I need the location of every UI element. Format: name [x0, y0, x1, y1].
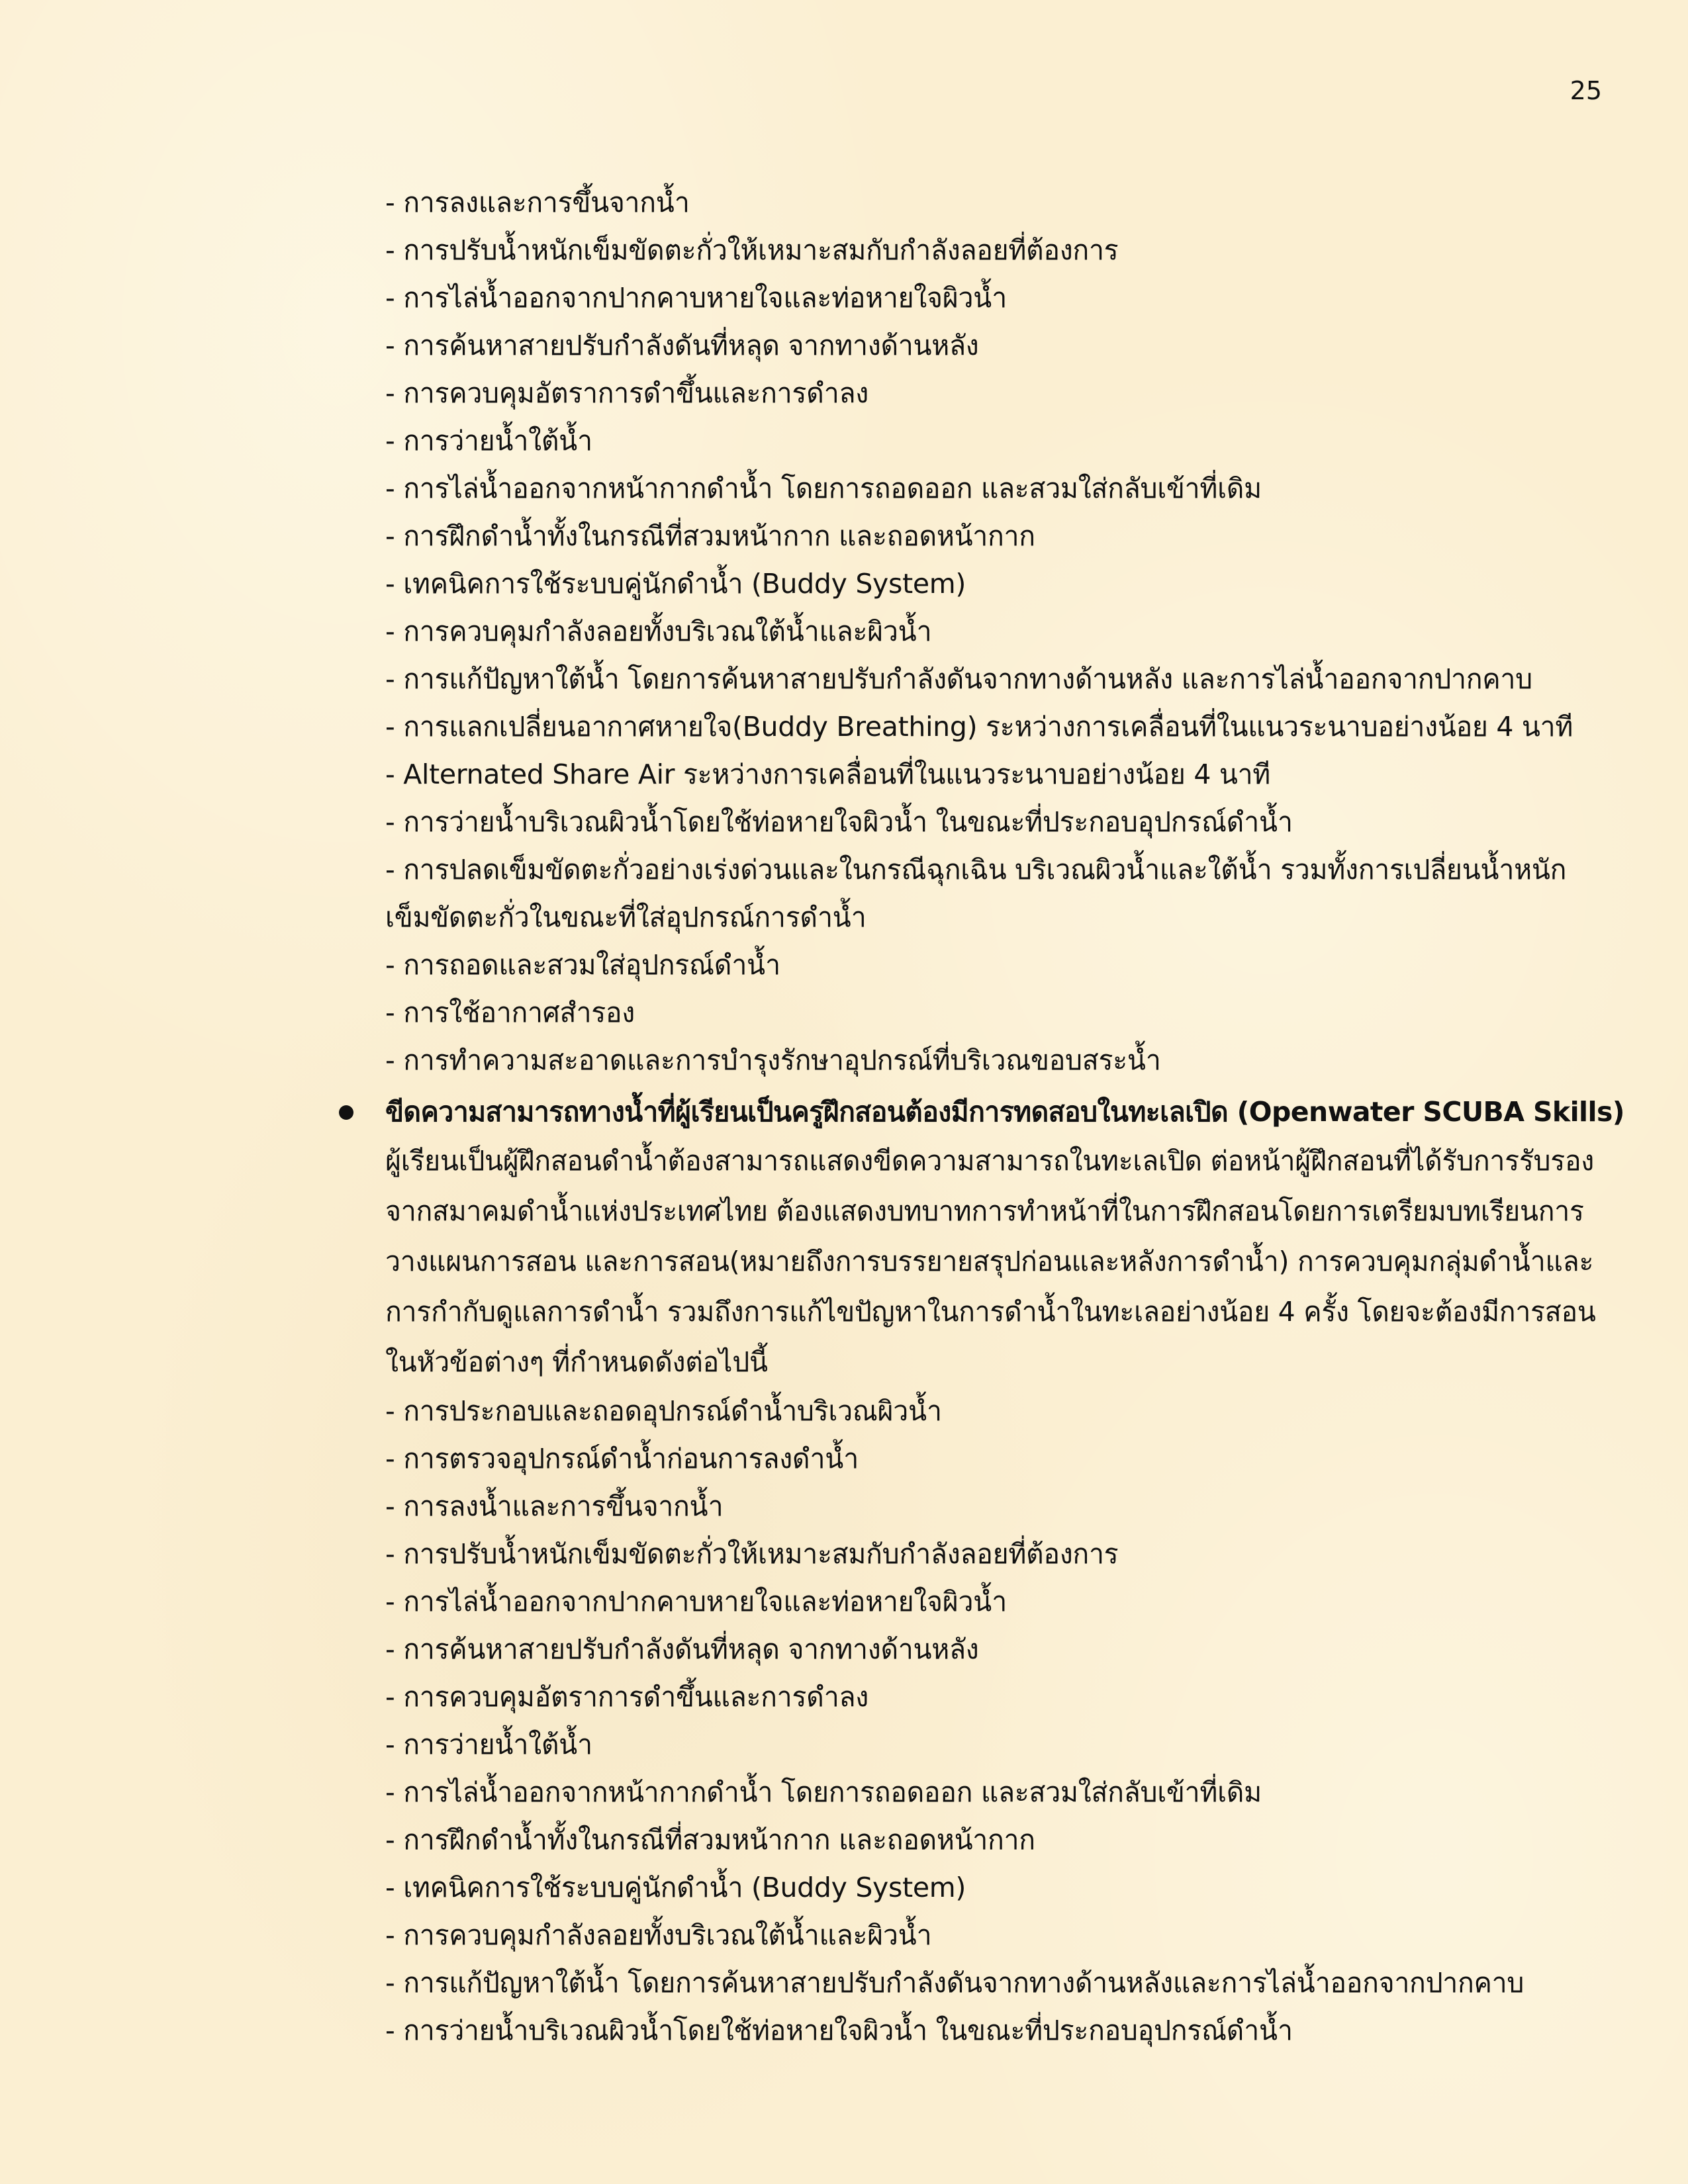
- list-item: - การควบคุมกำลังลอยทั้งบริเวณใต้น้ำและผิวน้ำ: [385, 1919, 932, 1951]
- page-content: [385, 179, 1624, 2054]
- list-item: - การปรับน้ำหนักเข็มขัดตะกั่วให้เหมาะสมกับกำลังลอยที่ต้องการ: [385, 234, 1119, 266]
- list-item: - การฝึกดำน้ำทั้งในกรณีที่สวมหน้ากาก และถอดหน้ากาก: [385, 1824, 1035, 1856]
- list-item: - การว่ายน้ำใต้น้ำ: [385, 1729, 592, 1760]
- list-item: - การควบคุมอัตราการดำขึ้นและการดำลง: [385, 377, 869, 409]
- list-item: - การลงน้ำและการขึ้นจากน้ำ: [385, 1490, 724, 1522]
- list-item: - Alternated Share Air ระหว่างการเคลื่อนที่ในแนวระนาบอย่างน้อย 4 นาที: [385, 758, 1271, 790]
- list-item: - การว่ายน้ำใต้น้ำ: [385, 425, 592, 457]
- list-item: - การควบคุมอัตราการดำขึ้นและการดำลง: [385, 1681, 869, 1713]
- list-item: - การควบคุมกำลังลอยทั้งบริเวณใต้น้ำและผิวน้ำ: [385, 615, 932, 647]
- skills-list-openwater: [385, 1387, 1610, 2054]
- list-item: - การทำความสะอาดและการบำรุงรักษาอุปกรณ์ที่บริเวณขอบสระน้ำ: [385, 1044, 1161, 1076]
- page-number: 25: [1570, 76, 1602, 105]
- section-paragraph: ผู้เรียนเป็นผู้ฝึกสอนดำน้ำต้องสามารถแสดงขีดความสามารถในทะเลเปิด ต่อหน้าผู้ฝึกสอนที่ได้รับการรับรองจากสมาคมดำน้ำแห่งประเทศไทย ต้องแสดงบทบาทการทำหน้าที่ในการฝึกสอนโดยการเตรียมบทเรียนการวางแผนการสอน และการสอน(หมายถึงการบรรยายสรุปก่อนและหลังการดำน้ำ) การควบคุมกลุ่มดำน้ำและการกำกับดูแลการดำน้ำ รวมถึงการแก้ไขปัญหาในการดำน้ำในทะเลอย่างน้อย 4 ครั้ง โดยจะต้องมีการสอนในหัวข้อต่างๆ ที่กำหนดดังต่อไปนี้: [385, 1145, 1596, 1378]
- list-item: - การค้นหาสายปรับกำลังดันที่หลุด จากทางด้านหลัง: [385, 330, 979, 361]
- list-item: - การแลกเปลี่ยนอากาศหายใจ(Buddy Breathing) ระหว่างการเคลื่อนที่ในแนวระนาบอย่างน้อย 4 นาที: [385, 711, 1573, 743]
- list-item: - เทคนิคการใช้ระบบคู่นักดำน้ำ (Buddy System): [385, 568, 966, 600]
- list-item: - การว่ายน้ำบริเวณผิวน้ำโดยใช้ท่อหายใจผิวน้ำ ในขณะที่ประกอบอุปกรณ์ดำน้ำ: [385, 806, 1293, 838]
- list-item: - การไล่น้ำออกจากหน้ากากดำน้ำ โดยการถอดออก และสวมใส่กลับเข้าที่เดิม: [385, 473, 1262, 504]
- list-item: - การประกอบและถอดอุปกรณ์ดำน้ำบริเวณผิวน้ำ: [385, 1395, 942, 1427]
- section-heading: ขีดความสามารถทางน้ำที่ผู้เรียนเป็นครูฝึกสอนต้องมีการทดสอบในทะเลเปิด (Openwater SCUBA Skills): [385, 1096, 1624, 1128]
- list-item: - การลงและการขึ้นจากน้ำ: [385, 187, 690, 218]
- list-item: - การฝึกดำน้ำทั้งในกรณีที่สวมหน้ากาก และถอดหน้ากาก: [385, 520, 1035, 552]
- list-item: - การแก้ปัญหาใต้น้ำ โดยการค้นหาสายปรับกำลังดันจากทางด้านหลังและการไล่น้ำออกจากปากคาบ: [385, 1967, 1524, 1999]
- list-item: - การว่ายน้ำบริเวณผิวน้ำโดยใช้ท่อหายใจผิวน้ำ ในขณะที่ประกอบอุปกรณ์ดำน้ำ: [385, 2015, 1293, 2046]
- list-item: - การตรวจอุปกรณ์ดำน้ำก่อนการลงดำน้ำ: [385, 1443, 859, 1475]
- list-item: - การถอดและสวมใส่อุปกรณ์ดำน้ำ: [385, 949, 780, 981]
- list-item: - การใช้อากาศสำรอง: [385, 997, 635, 1028]
- list-item: - การไล่น้ำออกจากหน้ากากดำน้ำ โดยการถอดออก และสวมใส่กลับเข้าที่เดิม: [385, 1776, 1262, 1808]
- bullet-icon: [339, 1105, 353, 1120]
- list-item: - การปลดเข็มขัดตะกั่วอย่างเร่งด่วนและในกรณีฉุกเฉิน บริเวณผิวน้ำและใต้น้ำ รวมทั้งการเปลี่ยนน้ำหนักเข็มขัดตะกั่วในขณะที่ใส่อุปกรณ์การดำน้ำ: [385, 854, 1567, 933]
- list-item: - เทคนิคการใช้ระบบคู่นักดำน้ำ (Buddy System): [385, 1872, 966, 1903]
- list-item: - การไล่น้ำออกจากปากคาบหายใจและท่อหายใจผิวน้ำ: [385, 282, 1007, 314]
- list-item: - การแก้ปัญหาใต้น้ำ โดยการค้นหาสายปรับกำลังดันจากทางด้านหลัง และการไล่น้ำออกจากปากคาบ: [385, 663, 1532, 695]
- openwater-section: [385, 1088, 1624, 2054]
- list-item: - การไล่น้ำออกจากปากคาบหายใจและท่อหายใจผิวน้ำ: [385, 1586, 1007, 1617]
- list-item: - การค้นหาสายปรับกำลังดันที่หลุด จากทางด้านหลัง: [385, 1633, 979, 1665]
- skills-list-pool: [385, 179, 1610, 1084]
- list-item: - การปรับน้ำหนักเข็มขัดตะกั่วให้เหมาะสมกับกำลังลอยที่ต้องการ: [385, 1538, 1119, 1570]
